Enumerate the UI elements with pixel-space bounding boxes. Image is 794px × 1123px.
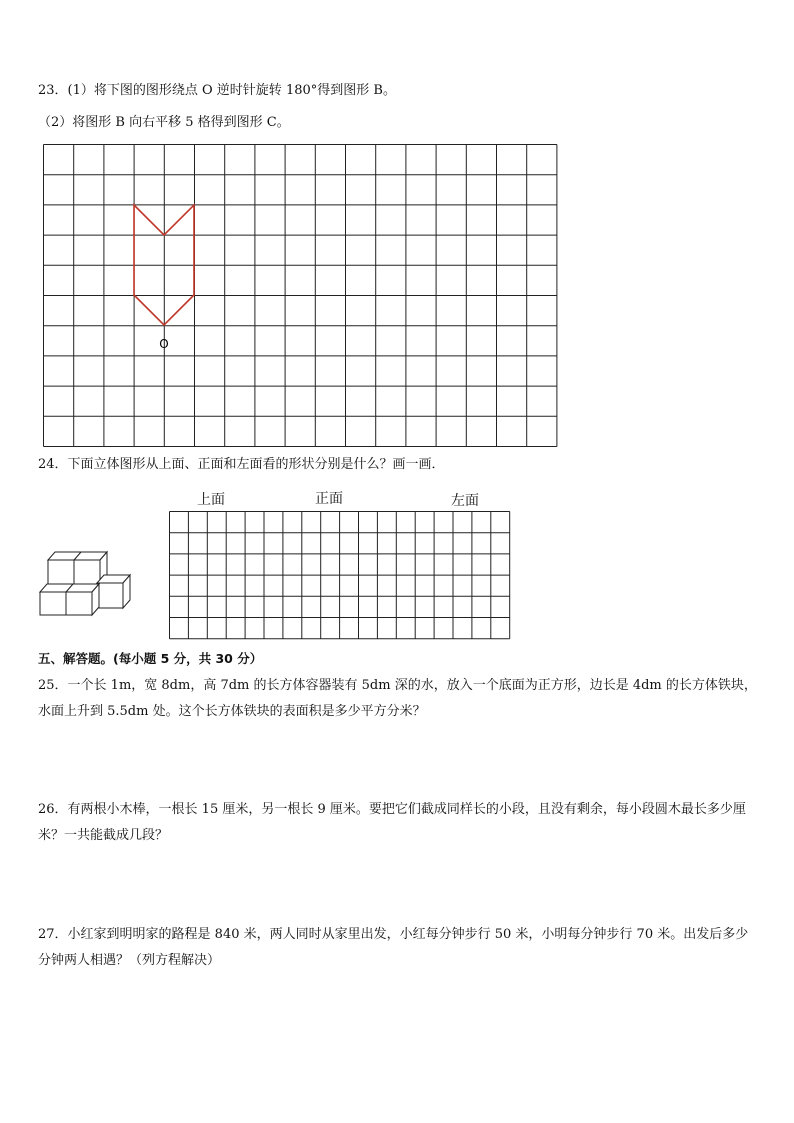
view-label-front: 正面 — [315, 491, 343, 507]
cube-stack-figure — [39, 549, 139, 619]
q23-instruction-2: （2）将图形 B 向右平移 5 格得到图形 C。 — [38, 115, 290, 130]
q24-instruction: 24．下面立体图形从上面、正面和左面看的形状分别是什么？画一画． — [38, 457, 445, 472]
q26-text: 26．有两根小木棒，一根长 15 厘米，另一根长 9 厘米。要把它们截成同样长的小段，且没有剩余，每小段圆木最长多少厘米？一共能截成几段？ — [38, 802, 746, 843]
q25-text: 25．一个长 1m，宽 8dm，高 7dm 的长方体容器装有 5dm 深的水，放入一个底面为正方形，边长是 4dm 的长方体铁块，水面上升到 5.5dm 处。这个长方体铁块的表面积是多少平方分米？ — [38, 678, 757, 719]
point-o-label: O — [159, 337, 169, 351]
view-label-top: 上面 — [197, 492, 225, 508]
view-label-left: 左面 — [451, 493, 479, 509]
section-title: 五、解答题。(每小题 5 分，共 30 分） — [38, 651, 263, 666]
q27-text: 27．小红家到明明家的路程是 840 米，两人同时从家里出发，小红每分钟步行 50 米，小明每分钟步行 70 米。出发后多少分钟两人相遇？（列方程解决） — [38, 927, 749, 968]
q23-instruction-1: 23．(1）将下图的图形绕点 O 逆时针旋转 180°得到图形 B。 — [38, 83, 396, 98]
q24-grid — [169, 511, 511, 640]
q23-grid — [43, 144, 559, 448]
